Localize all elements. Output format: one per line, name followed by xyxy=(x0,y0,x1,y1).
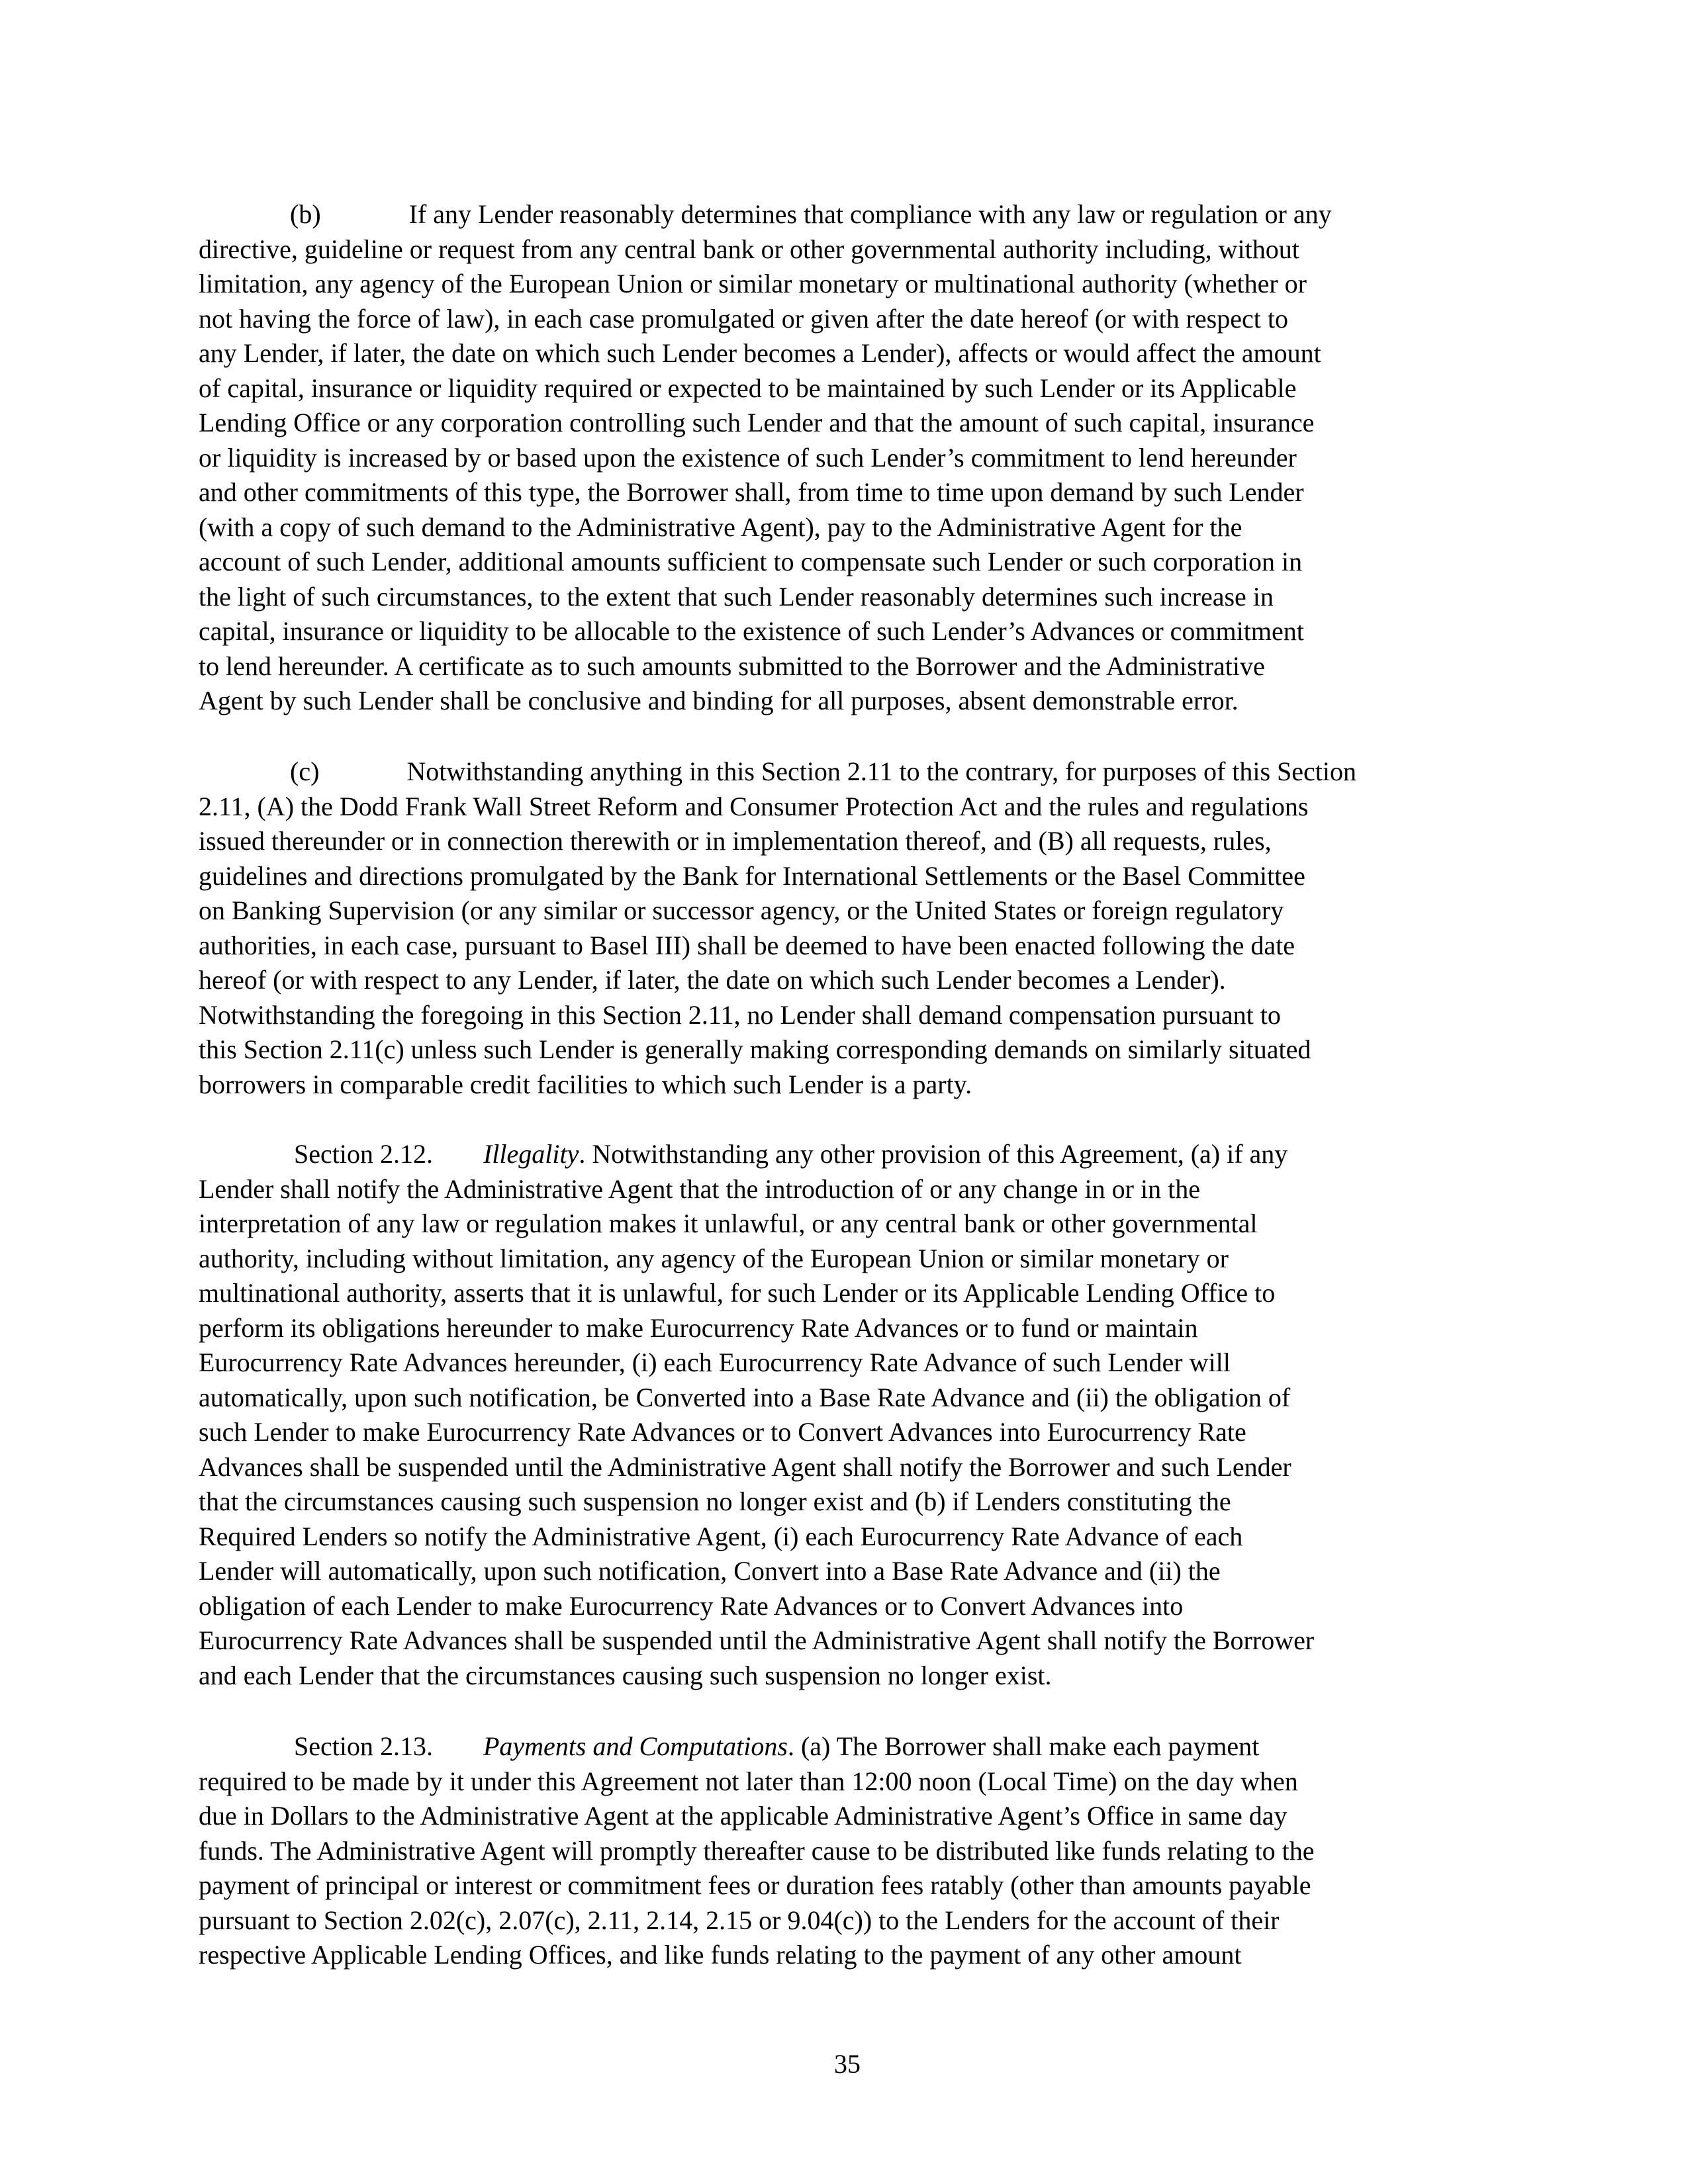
section-2-12-line: and each Lender that the circumstances causing such suspension no longer exist. xyxy=(199,1660,1052,1690)
paragraph-c-line: Notwithstanding the foregoing in this Section 2.11, no Lender shall demand compensation pursuant to xyxy=(199,999,1281,1030)
paragraph-b-line: to lend hereunder. A certificate as to such amounts submitted to the Borrower and the Administrative xyxy=(199,651,1265,681)
section-2-13-line xyxy=(199,1729,1496,1764)
section-2-12-line: interpretation of any law or regulation makes it unlawful, or any central bank or other governmental xyxy=(199,1208,1258,1238)
paragraph-c-line: hereof (or with respect to any Lender, if later, the date on which such Lender becomes a Lender). xyxy=(199,965,1226,995)
section-2-12-number: Section 2.12. xyxy=(294,1139,433,1169)
section-2-12-line: Lender shall notify the Administrative Agent that the introduction of or any change in or in the xyxy=(199,1173,1200,1204)
section-2-12 xyxy=(199,1137,1496,1693)
paragraph-b-text: If any Lender reasonably determines that compliance with any law or regulation or any xyxy=(408,199,1332,229)
section-2-12-line: authority, including without limitation, any agency of the European Union or similar monetary or xyxy=(199,1243,1229,1273)
page-number: 35 xyxy=(834,2049,861,2079)
section-2-12-line: Lender will automatically, upon such notification, Convert into a Base Rate Advance and (ii) the xyxy=(199,1556,1221,1586)
section-2-12-line: such Lender to make Eurocurrency Rate Advances or to Convert Advances into Eurocurrency Rate xyxy=(199,1417,1246,1447)
paragraph-c-line: on Banking Supervision (or any similar or successor agency, or the United States or foreign regulatory xyxy=(199,895,1284,925)
paragraph-c-line: this Section 2.11(c) unless such Lender is generally making corresponding demands on similarly situated xyxy=(199,1034,1311,1064)
paragraph-b-line: or liquidity is increased by or based upon the existence of such Lender’s commitment to lend hereunder xyxy=(199,442,1297,473)
paragraph-b-line xyxy=(199,197,1496,232)
section-2-13-line: funds. The Administrative Agent will promptly thereafter cause to be distributed like funds relating to the xyxy=(199,1835,1315,1866)
paragraph-b-line: any Lender, if later, the date on which such Lender becomes a Lender), affects or would affect the amount xyxy=(199,338,1321,368)
paragraph-b-line: Lending Office or any corporation controlling such Lender and that the amount of such capital, insurance xyxy=(199,408,1315,437)
paragraph-b-line: capital, insurance or liquidity to be allocable to the existence of such Lender’s Advances or commitment xyxy=(199,616,1304,646)
section-2-13-text: . (a) The Borrower shall make each payment xyxy=(787,1731,1260,1761)
section-2-12-line: Eurocurrency Rate Advances hereunder, (i) each Eurocurrency Rate Advance of such Lender will xyxy=(199,1347,1231,1377)
paragraph-b-line: the light of such circumstances, to the extent that such Lender reasonably determines such increase in xyxy=(199,581,1274,612)
paragraph-b-line: of capital, insurance or liquidity required or expected to be maintained by such Lender or its Applicable xyxy=(199,373,1297,403)
paragraph-b-line: not having the force of law), in each case promulgated or given after the date hereof (or with respect to xyxy=(199,303,1288,334)
section-2-13 xyxy=(199,1729,1496,1973)
paragraph-c-line: 2.11, (A) the Dodd Frank Wall Street Reform and Consumer Protection Act and the rules and regulations xyxy=(199,791,1309,821)
paragraph-c-label: (c) xyxy=(290,756,320,786)
section-2-13-heading: Payments and Computations xyxy=(483,1731,788,1761)
section-2-13-line: payment of principal or interest or commitment fees or duration fees ratably (other than amounts payable xyxy=(199,1870,1311,1900)
section-2-12-line: Advances shall be suspended until the Administrative Agent shall notify the Borrower and such Lender xyxy=(199,1451,1291,1482)
paragraph-c-text: Notwithstanding anything in this Section 2.11 to the contrary, for purposes of this Section xyxy=(406,756,1357,786)
document-page xyxy=(199,0,1496,2184)
section-2-12-line: perform its obligations hereunder to make Eurocurrency Rate Advances or to fund or maintain xyxy=(199,1312,1198,1343)
section-2-12-line: that the circumstances causing such suspension no longer exist and (b) if Lenders constituting the xyxy=(199,1486,1231,1516)
section-2-13-line: pursuant to Section 2.02(c), 2.07(c), 2.11, 2.14, 2.15 or 9.04(c)) to the Lenders for the account of their xyxy=(199,1905,1280,1935)
paragraph-c-line: guidelines and directions promulgated by the Bank for International Settlements or the Basel Committee xyxy=(199,860,1305,891)
paragraph-b xyxy=(199,197,1496,719)
paragraph-c-line: authorities, in each case, pursuant to Basel III) shall be deemed to have been enacted following the date xyxy=(199,930,1295,960)
paragraph-b-line: Agent by such Lender shall be conclusive and binding for all purposes, absent demonstrable error. xyxy=(199,686,1239,715)
paragraph-b-line: (with a copy of such demand to the Administrative Agent), pay to the Administrative Agent for the xyxy=(199,512,1243,542)
paragraph-c xyxy=(199,754,1496,1102)
paragraph-b-line: and other commitments of this type, the Borrower shall, from time to time upon demand by such Lender xyxy=(199,477,1304,507)
section-2-13-number: Section 2.13. xyxy=(294,1731,433,1761)
paragraph-c-line: borrowers in comparable credit facilities to which such Lender is a party. xyxy=(199,1069,972,1099)
paragraph-b-line: directive, guideline or request from any central bank or other governmental authority including, without xyxy=(199,234,1299,264)
paragraph-b-line: limitation, any agency of the European Union or similar monetary or multinational authority (whether or xyxy=(199,269,1307,298)
section-2-12-line: automatically, upon such notification, be Converted into a Base Rate Advance and (ii) the obligation of xyxy=(199,1382,1291,1412)
section-2-12-line: obligation of each Lender to make Eurocurrency Rate Advances or to Convert Advances into xyxy=(199,1590,1184,1621)
section-2-13-line: required to be made by it under this Agreement not later than 12:00 noon (Local Time) on the day when xyxy=(199,1766,1298,1796)
paragraph-c-line xyxy=(199,754,1496,790)
paragraph-c-line: issued thereunder or in connection therewith or in implementation thereof, and (B) all requests, rules, xyxy=(199,826,1272,856)
section-2-13-line: respective Applicable Lending Offices, and like funds relating to the payment of any other amount xyxy=(199,1940,1242,1970)
section-2-12-text: . Notwithstanding any other provision of this Agreement, (a) if any xyxy=(579,1139,1288,1169)
section-2-12-line: Required Lenders so notify the Administrative Agent, (i) each Eurocurrency Rate Advance of each xyxy=(199,1521,1243,1551)
section-2-13-line: due in Dollars to the Administrative Agent at the applicable Administrative Agent’s Office in same day xyxy=(199,1801,1288,1831)
section-2-12-line: multinational authority, asserts that it is unlawful, for such Lender or its Applicable Lending Office to xyxy=(199,1278,1276,1308)
paragraph-b-label: (b) xyxy=(290,199,321,229)
section-2-12-heading: Illegality xyxy=(483,1139,579,1169)
section-2-12-line: Eurocurrency Rate Advances shall be suspended until the Administrative Agent shall notify the Borrower xyxy=(199,1625,1315,1655)
section-2-12-line xyxy=(199,1137,1496,1172)
paragraph-b-line: account of such Lender, additional amounts sufficient to compensate such Lender or such corporation in xyxy=(199,547,1303,576)
